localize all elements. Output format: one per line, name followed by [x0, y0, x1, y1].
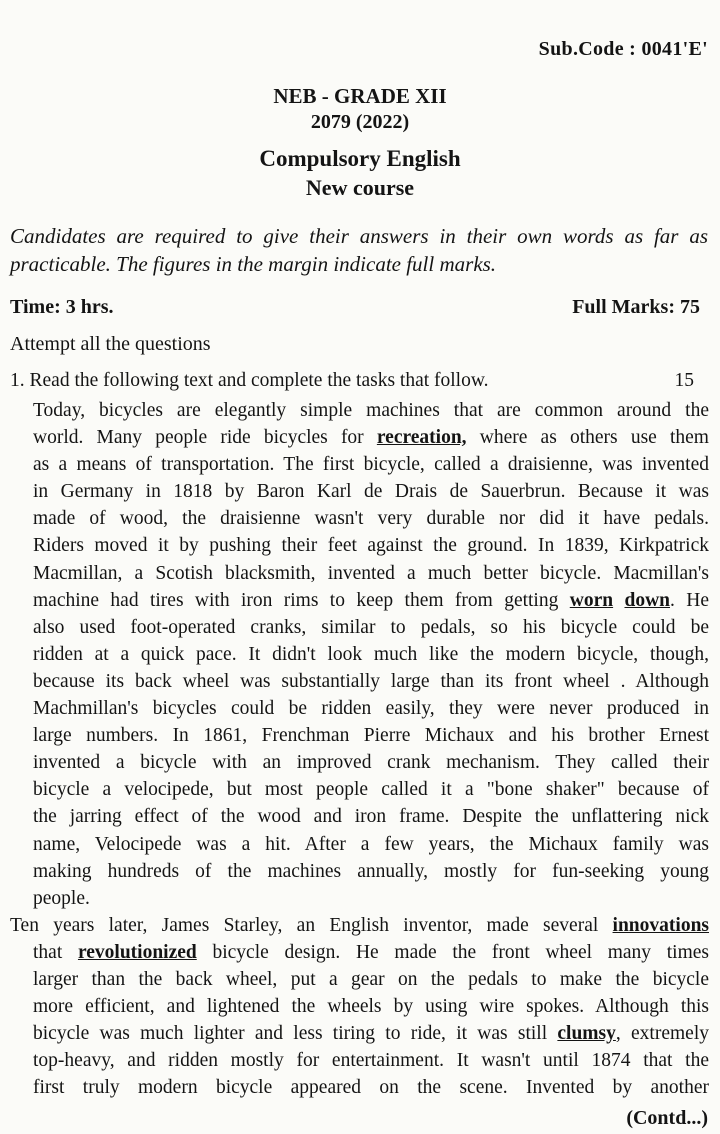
passage-line: machine had tires with iron rims to keep them from getting worn down. He: [33, 589, 709, 611]
passage-line: also used foot-operated cranks, similar to pedals, so his bicycle could be: [33, 616, 709, 638]
passage-line: as a means of transportation. The first bicycle, called a draisienne, was invented: [33, 454, 709, 476]
passage-line: bicycle a velocipede, but most people called it a "bone shaker" because of: [33, 779, 709, 801]
attempt-instruction: Attempt all the questions: [10, 333, 211, 355]
passage-line: Macmillan, a Scotish blacksmith, invented a much better bicycle. Macmillan's: [33, 562, 709, 584]
full-marks: Full Marks: 75: [572, 296, 700, 318]
underlined-word: recreation,: [376, 427, 467, 449]
passage-line: invented a bicycle with an improved crank mechanism. They called their: [33, 752, 709, 774]
time-allowed: Time: 3 hrs.: [10, 296, 114, 318]
passage-line: people.: [33, 887, 90, 909]
passage-line: first truly modern bicycle appeared on the scene. Invented by another: [33, 1077, 709, 1099]
passage-line: top-heavy, and ridden mostly for entertainment. It wasn't until 1874 that the: [33, 1050, 709, 1072]
passage-line: ridden at a quick pace. It didn't look much like the modern bicycle, though,: [33, 643, 709, 665]
exam-year: 2079 (2022): [310, 111, 410, 133]
underlined-word: down: [624, 589, 671, 611]
underlined-word: revolutionized: [77, 941, 197, 963]
course-type: New course: [305, 175, 415, 200]
continued-marker: (Contd...): [626, 1107, 708, 1129]
passage-line: making hundreds of the machines annually, mostly for fun-seeking young: [33, 860, 709, 882]
underlined-word: worn: [569, 589, 614, 611]
passage-line: Machmillan's bicycles could be ridden easily, they were never produced in: [33, 698, 709, 720]
reading-passage: [10, 397, 709, 1101]
passage-line: more efficient, and lightened the wheels by using wire spokes. Although this: [33, 996, 709, 1018]
passage-line: bicycle was much lighter and less tiring to ride, it was still clumsy, extremely: [33, 1023, 709, 1045]
underlined-word: clumsy: [557, 1023, 616, 1045]
passage-line: Ten years later, James Starley, an English inventor, made several innovations: [10, 914, 709, 936]
passage-line: larger than the back wheel, put a gear on the pedals to make the bicycle: [33, 968, 709, 990]
question-1-header: [10, 370, 700, 392]
subject-title: Compulsory English: [259, 146, 461, 171]
passage-line: Today, bicycles are elegantly simple machines that are common around the: [33, 400, 709, 421]
question-1-prompt: 1. Read the following text and complete the tasks that follow.: [10, 370, 489, 391]
time-marks-row: [10, 296, 700, 319]
underlined-word: innovations: [612, 914, 709, 936]
passage-line: world. Many people ride bicycles for recreation, where as others use them: [33, 427, 709, 449]
passage-line: Riders moved it by pushing their feet against the ground. In 1839, Kirkpatrick: [33, 535, 709, 557]
subject-code: Sub.Code : 0041'E': [538, 38, 708, 60]
passage-line: because its back wheel was substantially large than its front wheel . Although: [33, 670, 709, 692]
passage-line: large numbers. In 1861, Frenchman Pierre Michaux and his brother Ernest: [33, 725, 709, 747]
passage-line: in Germany in 1818 by Baron Karl de Drais de Sauerbrun. Because it was: [33, 481, 709, 503]
passage-line: made of wood, the draisienne wasn't very durable nor did it have pedals.: [33, 508, 709, 530]
exam-board: NEB - GRADE XII: [273, 84, 447, 108]
passage-line: that revolutionized bicycle design. He made the front wheel many times: [33, 941, 709, 963]
passage-line: name, Velocipede was a hit. After a few years, the Michaux family was: [33, 833, 709, 855]
candidate-instructions: Candidates are required to give their answers in their own words as far as practicable. The figures in the margin indicate full marks.: [10, 224, 708, 276]
question-1-marks: 15: [674, 370, 694, 391]
passage-line: the jarring effect of the wood and iron frame. Despite the unflattering nick: [33, 806, 709, 828]
